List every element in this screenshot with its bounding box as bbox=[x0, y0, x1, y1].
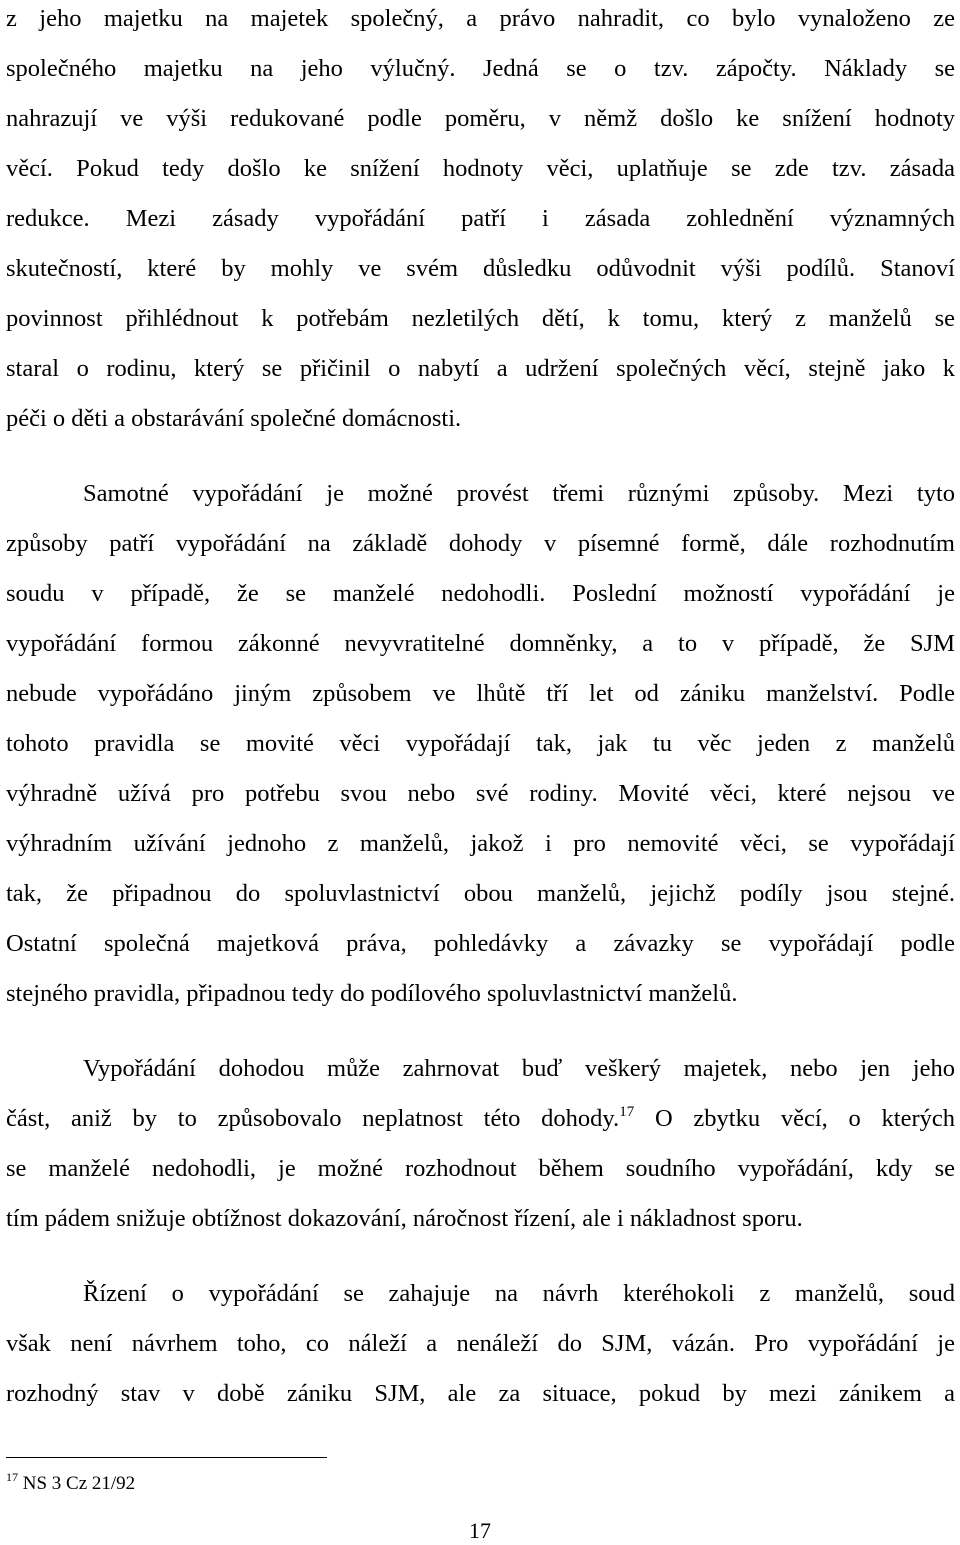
text-line: povinnost přihlédnout k potřebám nezletilých dětí, k tomu, který z manželů se bbox=[6, 305, 955, 332]
page-number: 17 bbox=[469, 1518, 491, 1543]
text-line: společného majetku na jeho výlučný. Jedná se o tzv. zápočty. Náklady se bbox=[6, 55, 955, 82]
footnote-reference[interactable]: 17 bbox=[619, 1104, 635, 1120]
text-line-with-footnote-ref bbox=[6, 1104, 955, 1134]
text-line: Vypořádání dohodou může zahrnovat buď veškerý majetek, nebo jen jeho bbox=[83, 1055, 955, 1082]
text-line: tohoto pravidla se movité věci vypořádají tak, jak tu věc jeden z manželů bbox=[6, 730, 955, 757]
text-line: soudu v případě, že se manželé nedohodli. Poslední možností vypořádání je bbox=[6, 580, 955, 607]
text-line: skutečností, které by mohly ve svém důsledku odůvodnit výši podílů. Stanoví bbox=[6, 255, 955, 282]
text-line: věcí. Pokud tedy došlo ke snížení hodnoty věci, uplatňuje se zde tzv. zásada bbox=[6, 155, 955, 182]
text-line: redukce. Mezi zásady vypořádání patří i zásada zohlednění významných bbox=[6, 205, 955, 232]
text-segment: O zbytku věcí, o kterých bbox=[654, 1105, 955, 1132]
text-line: vypořádání formou zákonné nevyvratitelné domněnky, a to v případě, že SJM bbox=[6, 630, 955, 657]
text-line: výhradně užívá pro potřebu svou nebo své rodiny. Movité věci, které nejsou ve bbox=[6, 780, 955, 807]
footnote-text: NS 3 Cz 21/92 bbox=[22, 1473, 136, 1494]
text-line: péči o děti a obstarávání společné domácnosti. bbox=[6, 405, 462, 432]
footnote bbox=[6, 1472, 135, 1496]
footnote-separator bbox=[6, 1457, 327, 1458]
text-segment: část, aniž by to způsobovalo neplatnost této dohody. bbox=[6, 1105, 620, 1132]
footnote-mark: 17 bbox=[6, 1470, 18, 1484]
text-line: tak, že připadnou do spoluvlastnictví obou manželů, jejichž podíly jsou stejné. bbox=[6, 880, 955, 907]
text-line: rozhodný stav v době zániku SJM, ale za situace, pokud by mezi zánikem a bbox=[6, 1380, 955, 1407]
text-line: nebude vypořádáno jiným způsobem ve lhůtě tří let od zániku manželství. Podle bbox=[6, 680, 955, 707]
text-line: nahrazují ve výši redukované podle poměru, v němž došlo ke snížení hodnoty bbox=[6, 105, 955, 132]
text-line: Samotné vypořádání je možné provést třemi různými způsoby. Mezi tyto bbox=[83, 480, 955, 507]
text-line: tím pádem snižuje obtížnost dokazování, náročnost řízení, ale i nákladnost sporu. bbox=[6, 1205, 803, 1232]
text-line: staral o rodinu, který se přičinil o nabytí a udržení společných věcí, stejně jako k bbox=[6, 355, 955, 382]
text-line: stejného pravidla, připadnou tedy do podílového spoluvlastnictví manželů. bbox=[6, 980, 738, 1007]
text-line: způsoby patří vypořádání na základě dohody v písemné formě, dále rozhodnutím bbox=[6, 530, 955, 557]
text-line: však není návrhem toho, co náleží a nenáleží do SJM, vázán. Pro vypořádání je bbox=[6, 1330, 955, 1357]
text-line: Řízení o vypořádání se zahajuje na návrh kteréhokoli z manželů, soud bbox=[83, 1280, 955, 1307]
text-line: z jeho majetku na majetek společný, a právo nahradit, co bylo vynaloženo ze bbox=[6, 5, 955, 32]
text-line: Ostatní společná majetková práva, pohledávky a závazky se vypořádají podle bbox=[6, 930, 955, 957]
text-line: výhradním užívání jednoho z manželů, jakož i pro nemovité věci, se vypořádají bbox=[6, 830, 955, 857]
text-line: se manželé nedohodli, je možné rozhodnout během soudního vypořádání, kdy se bbox=[6, 1155, 955, 1182]
